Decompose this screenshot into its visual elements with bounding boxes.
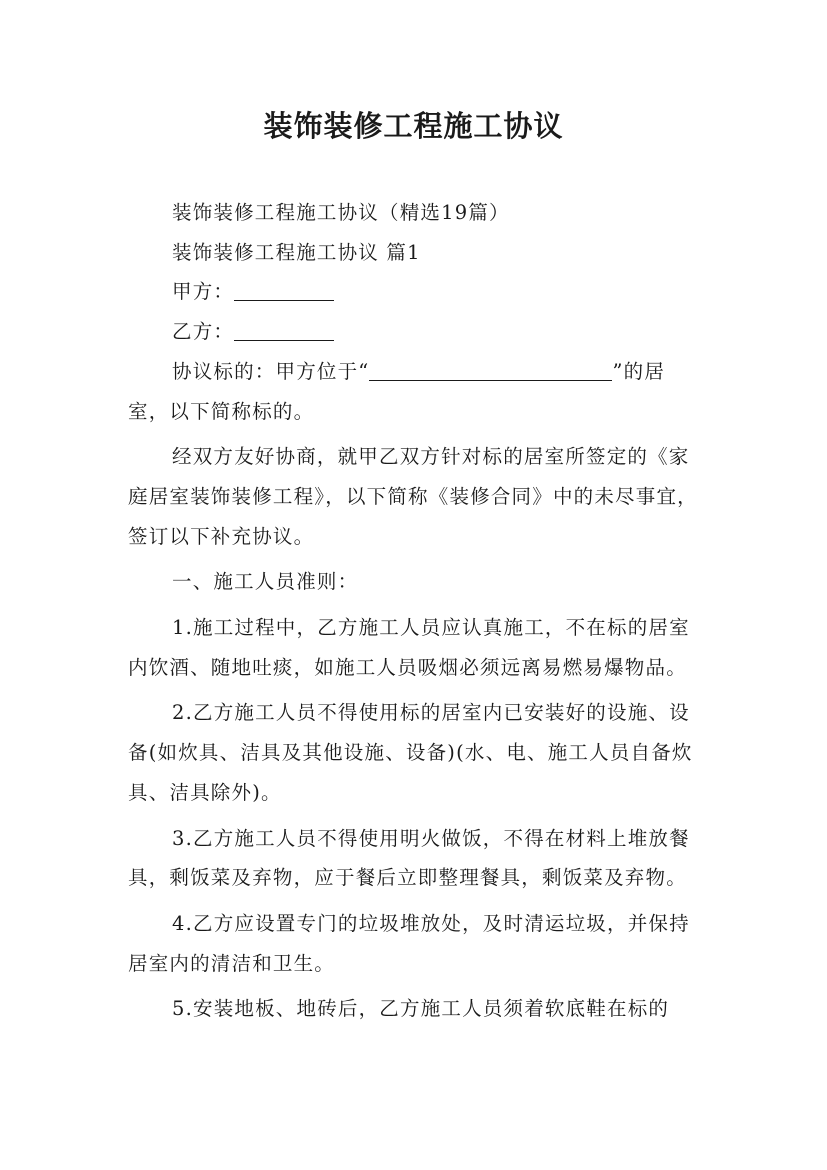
rule-item: 2.乙方施工人员不得使用标的居室内已安装好的设施、设备(如炊具、洁具及其他设施、设备)(水、电、施工人员自备炊具、洁具除外)。 [128, 701, 693, 804]
intro-paragraph: 经双方友好协商，就甲乙双方针对标的居室所签定的《家庭居室装饰装修工程》，以下简称《装修合同》中的未尽事宜，签订以下补充协议。 [128, 445, 698, 548]
subject-suffix: ”的居 [612, 359, 666, 383]
rules-heading: 一、施工人员准则： [172, 570, 359, 594]
subject-blank [369, 358, 612, 381]
section-heading: 装饰装修工程施工协议 篇1 [172, 240, 421, 264]
party-a-label: 甲方： [172, 280, 235, 304]
rule-item: 4.乙方应设置专门的垃圾堆放处，及时清运垃圾，并保持居室内的清洁和卫生。 [128, 911, 690, 975]
party-b-line [128, 312, 708, 352]
rule-item: 5.安装地板、地砖后，乙方施工人员须着软底鞋在标的 [172, 997, 670, 1021]
subject-prefix: 协议标的：甲方位于“ [172, 359, 370, 383]
subject-line-2: 室，以下简称标的。 [128, 399, 315, 423]
document-body [128, 193, 708, 1035]
rule-item: 3.乙方施工人员不得使用明火做饭，不得在材料上堆放餐具，剩饭菜及弃物，应于餐后立即整理餐具，剩饭菜及弃物。 [128, 826, 690, 890]
party-a-blank [234, 278, 334, 301]
rule-item: 1.施工过程中，乙方施工人员应认真施工，不在标的居室内饮酒、随地吐痰，如施工人员吸烟必须远离易燃易爆物品。 [128, 616, 690, 679]
party-b-label: 乙方： [172, 320, 235, 344]
document-subtitle: 装饰装修工程施工协议（精选19篇） [172, 201, 510, 224]
document-title: 装饰装修工程施工协议 [263, 109, 564, 143]
subject-line [128, 352, 708, 392]
party-a-line [128, 272, 708, 312]
party-b-blank [234, 318, 334, 341]
